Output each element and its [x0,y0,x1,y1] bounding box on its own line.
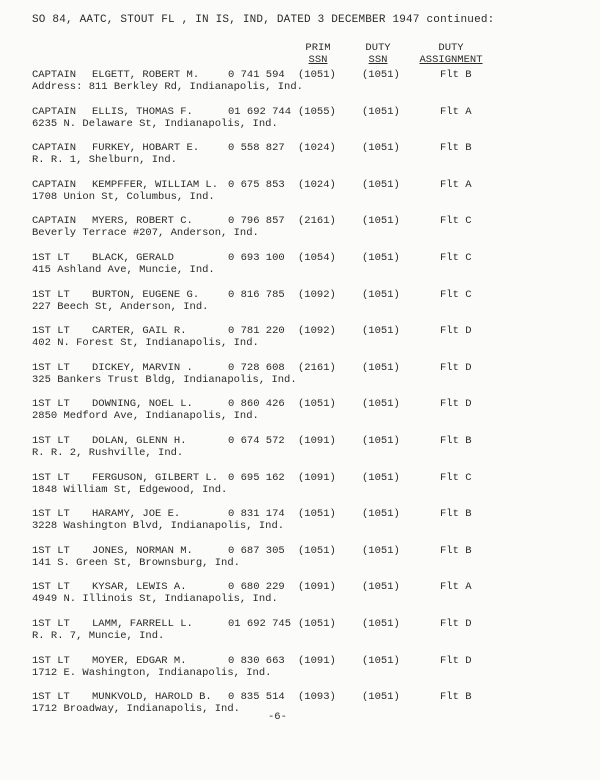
roster-entry [32,179,577,209]
prim-ssn: (1051) [298,398,336,411]
prim-ssn: (1092) [298,325,336,338]
assignment-header-line1: DUTY [438,42,464,54]
officer-name: BURTON, EUGENE G. [92,288,200,301]
rank-text: 1ST LT [32,654,70,667]
officer-address: 1712 E. Washington, Indianapolis, Ind. [32,666,272,679]
duty-ssn: (1051) [362,691,400,704]
officer-name: FERGUSON, GILBERT L. [92,471,219,484]
serial-number: 0 831 174 [228,508,285,521]
duty-assignment: Flt C [440,252,472,264]
rank-text: 1ST LT [32,581,70,594]
officer-address: R. R. 2, Rushville, Ind. [32,447,184,459]
rank-text: 1ST LT [32,398,70,411]
duty-assignment: Flt D [440,398,472,411]
duty-assignment: Flt A [440,105,472,118]
officer-address: 141 S. Green St, Brownsburg, Ind. [32,556,240,569]
prim-ssn: (1051) [298,508,336,521]
rank-text: 1ST LT [32,508,70,521]
officer-address: R. R. 7, Muncie, Ind. [32,630,165,642]
duty-assignment: Flt B [440,508,472,521]
duty-assignment: Flt D [440,325,472,338]
assignment-header-line2: ASSIGNMENT [419,54,483,66]
duty-assignment: Flt D [440,654,472,667]
rank-text: 1ST LT [32,435,70,447]
prim-ssn: (1091) [298,471,336,484]
officer-name: MOYER, EDGAR M. [92,654,187,667]
officer-name: ELLIS, THOMAS F. [92,105,193,118]
officer-name: DOLAN, GLENN H. [92,435,187,447]
duty-header-line2: SSN [368,54,388,66]
serial-number: 0 796 857 [228,215,285,228]
duty-ssn: (1051) [362,142,400,155]
prim-ssn: (1091) [298,654,336,667]
roster-entry [32,691,577,721]
serial-number: 0 835 514 [228,691,285,704]
duty-ssn: (1051) [362,69,400,81]
page-number: -6- [268,711,287,723]
serial-number: 01 692 744 [228,105,292,118]
duty-ssn: (1051) [362,325,400,338]
duty-assignment: Flt A [440,178,472,191]
duty-header-line1: DUTY [365,42,391,54]
officer-address: 6235 N. Delaware St, Indianapolis, Ind. [32,117,278,130]
officer-name: KYSAR, LEWIS A. [92,581,187,594]
officer-address: 3228 Washington Blvd, Indianapolis, Ind. [32,520,285,533]
duty-assignment: Flt C [440,215,472,228]
duty-ssn: (1051) [362,544,400,557]
duty-assignment: Flt D [440,618,472,630]
rank-text: 1ST LT [32,544,70,557]
roster-entry [32,655,577,685]
officer-name: JONES, NORMAN M. [92,544,193,557]
roster-entry [32,289,577,319]
rank-text: 1ST LT [32,288,70,301]
roster-entry [32,545,577,575]
duty-assignment: Flt C [440,288,472,301]
serial-number: 0 781 220 [228,325,285,338]
duty-ssn: (1051) [362,654,400,667]
officer-name: DICKEY, MARVIN . [92,361,193,374]
duty-ssn: (1051) [362,398,400,411]
serial-number: 0 680 229 [228,581,285,594]
duty-ssn: (1051) [362,361,400,374]
officer-name: KEMPFFER, WILLIAM L. [92,178,219,191]
rank-text: CAPTAIN [32,69,77,81]
rank-text: CAPTAIN [32,215,77,228]
rank-text: 1ST LT [32,691,70,704]
prim-ssn: (1055) [298,105,336,118]
rank-text: CAPTAIN [32,142,77,155]
duty-ssn: (1051) [362,435,400,447]
prim-header-line2: SSN [308,54,328,66]
officer-name: LAMM, FARRELL L. [92,618,193,630]
officer-address: 1848 William St, Edgewood, Ind. [32,483,228,496]
prim-ssn: (1024) [298,178,336,191]
duty-ssn: (1051) [362,471,400,484]
officer-name: MUNKVOLD, HAROLD B. [92,691,212,704]
serial-number: 0 741 594 [228,69,285,81]
document-header: SO 84, AATC, STOUT FL , IN IS, IND, DATED 3 DECEMBER 1947 continued: [32,14,495,26]
officer-address: 402 N. Forest St, Indianapolis, Ind. [32,337,259,350]
officer-name: ELGETT, ROBERT M. [92,69,200,81]
duty-ssn: (1051) [362,581,400,594]
roster-entry [32,472,577,502]
serial-number: 0 695 162 [228,471,285,484]
officer-address: 415 Ashland Ave, Muncie, Ind. [32,264,215,276]
officer-name: BLACK, GERALD [92,252,174,264]
duty-ssn: (1051) [362,215,400,228]
roster-entry [32,581,577,611]
duty-ssn: (1051) [362,105,400,118]
officer-address: 1712 Broadway, Indianapolis, Ind. [32,703,240,716]
roster-entry [32,435,577,465]
officer-name: HARAMY, JOE E. [92,508,181,521]
prim-ssn: (1091) [298,581,336,594]
serial-number: 0 728 608 [228,361,285,374]
rank-text: CAPTAIN [32,178,77,191]
serial-number: 01 692 745 [228,618,292,630]
roster-entry [32,69,577,99]
officer-address: 2850 Medford Ave, Indianapolis, Ind. [32,410,259,423]
prim-ssn: (1051) [298,618,336,630]
roster-entry [32,362,577,392]
prim-ssn: (1092) [298,288,336,301]
prim-ssn: (2161) [298,361,336,374]
rank-text: 1ST LT [32,252,70,264]
rank-text: 1ST LT [32,471,70,484]
serial-number: 0 830 663 [228,654,285,667]
duty-assignment: Flt A [440,581,472,594]
roster-entry [32,325,577,355]
officer-address: Address: 811 Berkley Rd, Indianapolis, Ind. [32,81,303,93]
duty-assignment: Flt B [440,691,472,704]
prim-ssn: (1054) [298,252,336,264]
prim-ssn: (1051) [298,544,336,557]
officer-address: 325 Bankers Trust Bldg, Indianapolis, Ind. [32,373,297,386]
officer-address: R. R. 1, Shelburn, Ind. [32,154,177,167]
prim-ssn: (1093) [298,691,336,704]
duty-assignment: Flt B [440,142,472,155]
prim-ssn: (1024) [298,142,336,155]
serial-number: 0 675 853 [228,178,285,191]
duty-assignment: Flt B [440,435,472,447]
serial-number: 0 687 305 [228,544,285,557]
serial-number: 0 558 827 [228,142,285,155]
officer-address: 4949 N. Illinois St, Indianapolis, Ind. [32,593,278,606]
duty-ssn: (1051) [362,288,400,301]
prim-ssn-column-header [296,42,340,66]
prim-ssn: (1091) [298,435,336,447]
roster-entry [32,106,577,136]
officer-address: 1708 Union St, Columbus, Ind. [32,190,215,203]
assignment-column-header [418,42,484,66]
roster-entry [32,215,577,245]
officer-name: CARTER, GAIL R. [92,325,187,338]
officer-name: DOWNING, NOEL L. [92,398,193,411]
duty-assignment: Flt D [440,361,472,374]
duty-assignment: Flt B [440,69,472,81]
rank-text: CAPTAIN [32,105,77,118]
duty-assignment: Flt B [440,544,472,557]
roster-entry [32,618,577,648]
roster-entry [32,508,577,538]
prim-header-line1: PRIM [305,42,331,54]
serial-number: 0 674 572 [228,435,285,447]
officer-name: FURKEY, HOBART E. [92,142,200,155]
prim-ssn: (1051) [298,69,336,81]
duty-ssn-column-header [356,42,400,66]
duty-ssn: (1051) [362,178,400,191]
serial-number: 0 816 785 [228,288,285,301]
roster-entry [32,252,577,282]
roster-entry [32,398,577,428]
roster-entry [32,142,577,172]
serial-number: 0 693 100 [228,252,285,264]
officer-address: Beverly Terrace #207, Anderson, Ind. [32,227,259,240]
duty-ssn: (1051) [362,252,400,264]
rank-text: 1ST LT [32,361,70,374]
duty-ssn: (1051) [362,508,400,521]
serial-number: 0 860 426 [228,398,285,411]
officer-name: MYERS, ROBERT C. [92,215,193,228]
prim-ssn: (2161) [298,215,336,228]
rank-text: 1ST LT [32,618,70,630]
duty-assignment: Flt C [440,471,472,484]
duty-ssn: (1051) [362,618,400,630]
officer-address: 227 Beech St, Anderson, Ind. [32,300,209,313]
rank-text: 1ST LT [32,325,70,338]
